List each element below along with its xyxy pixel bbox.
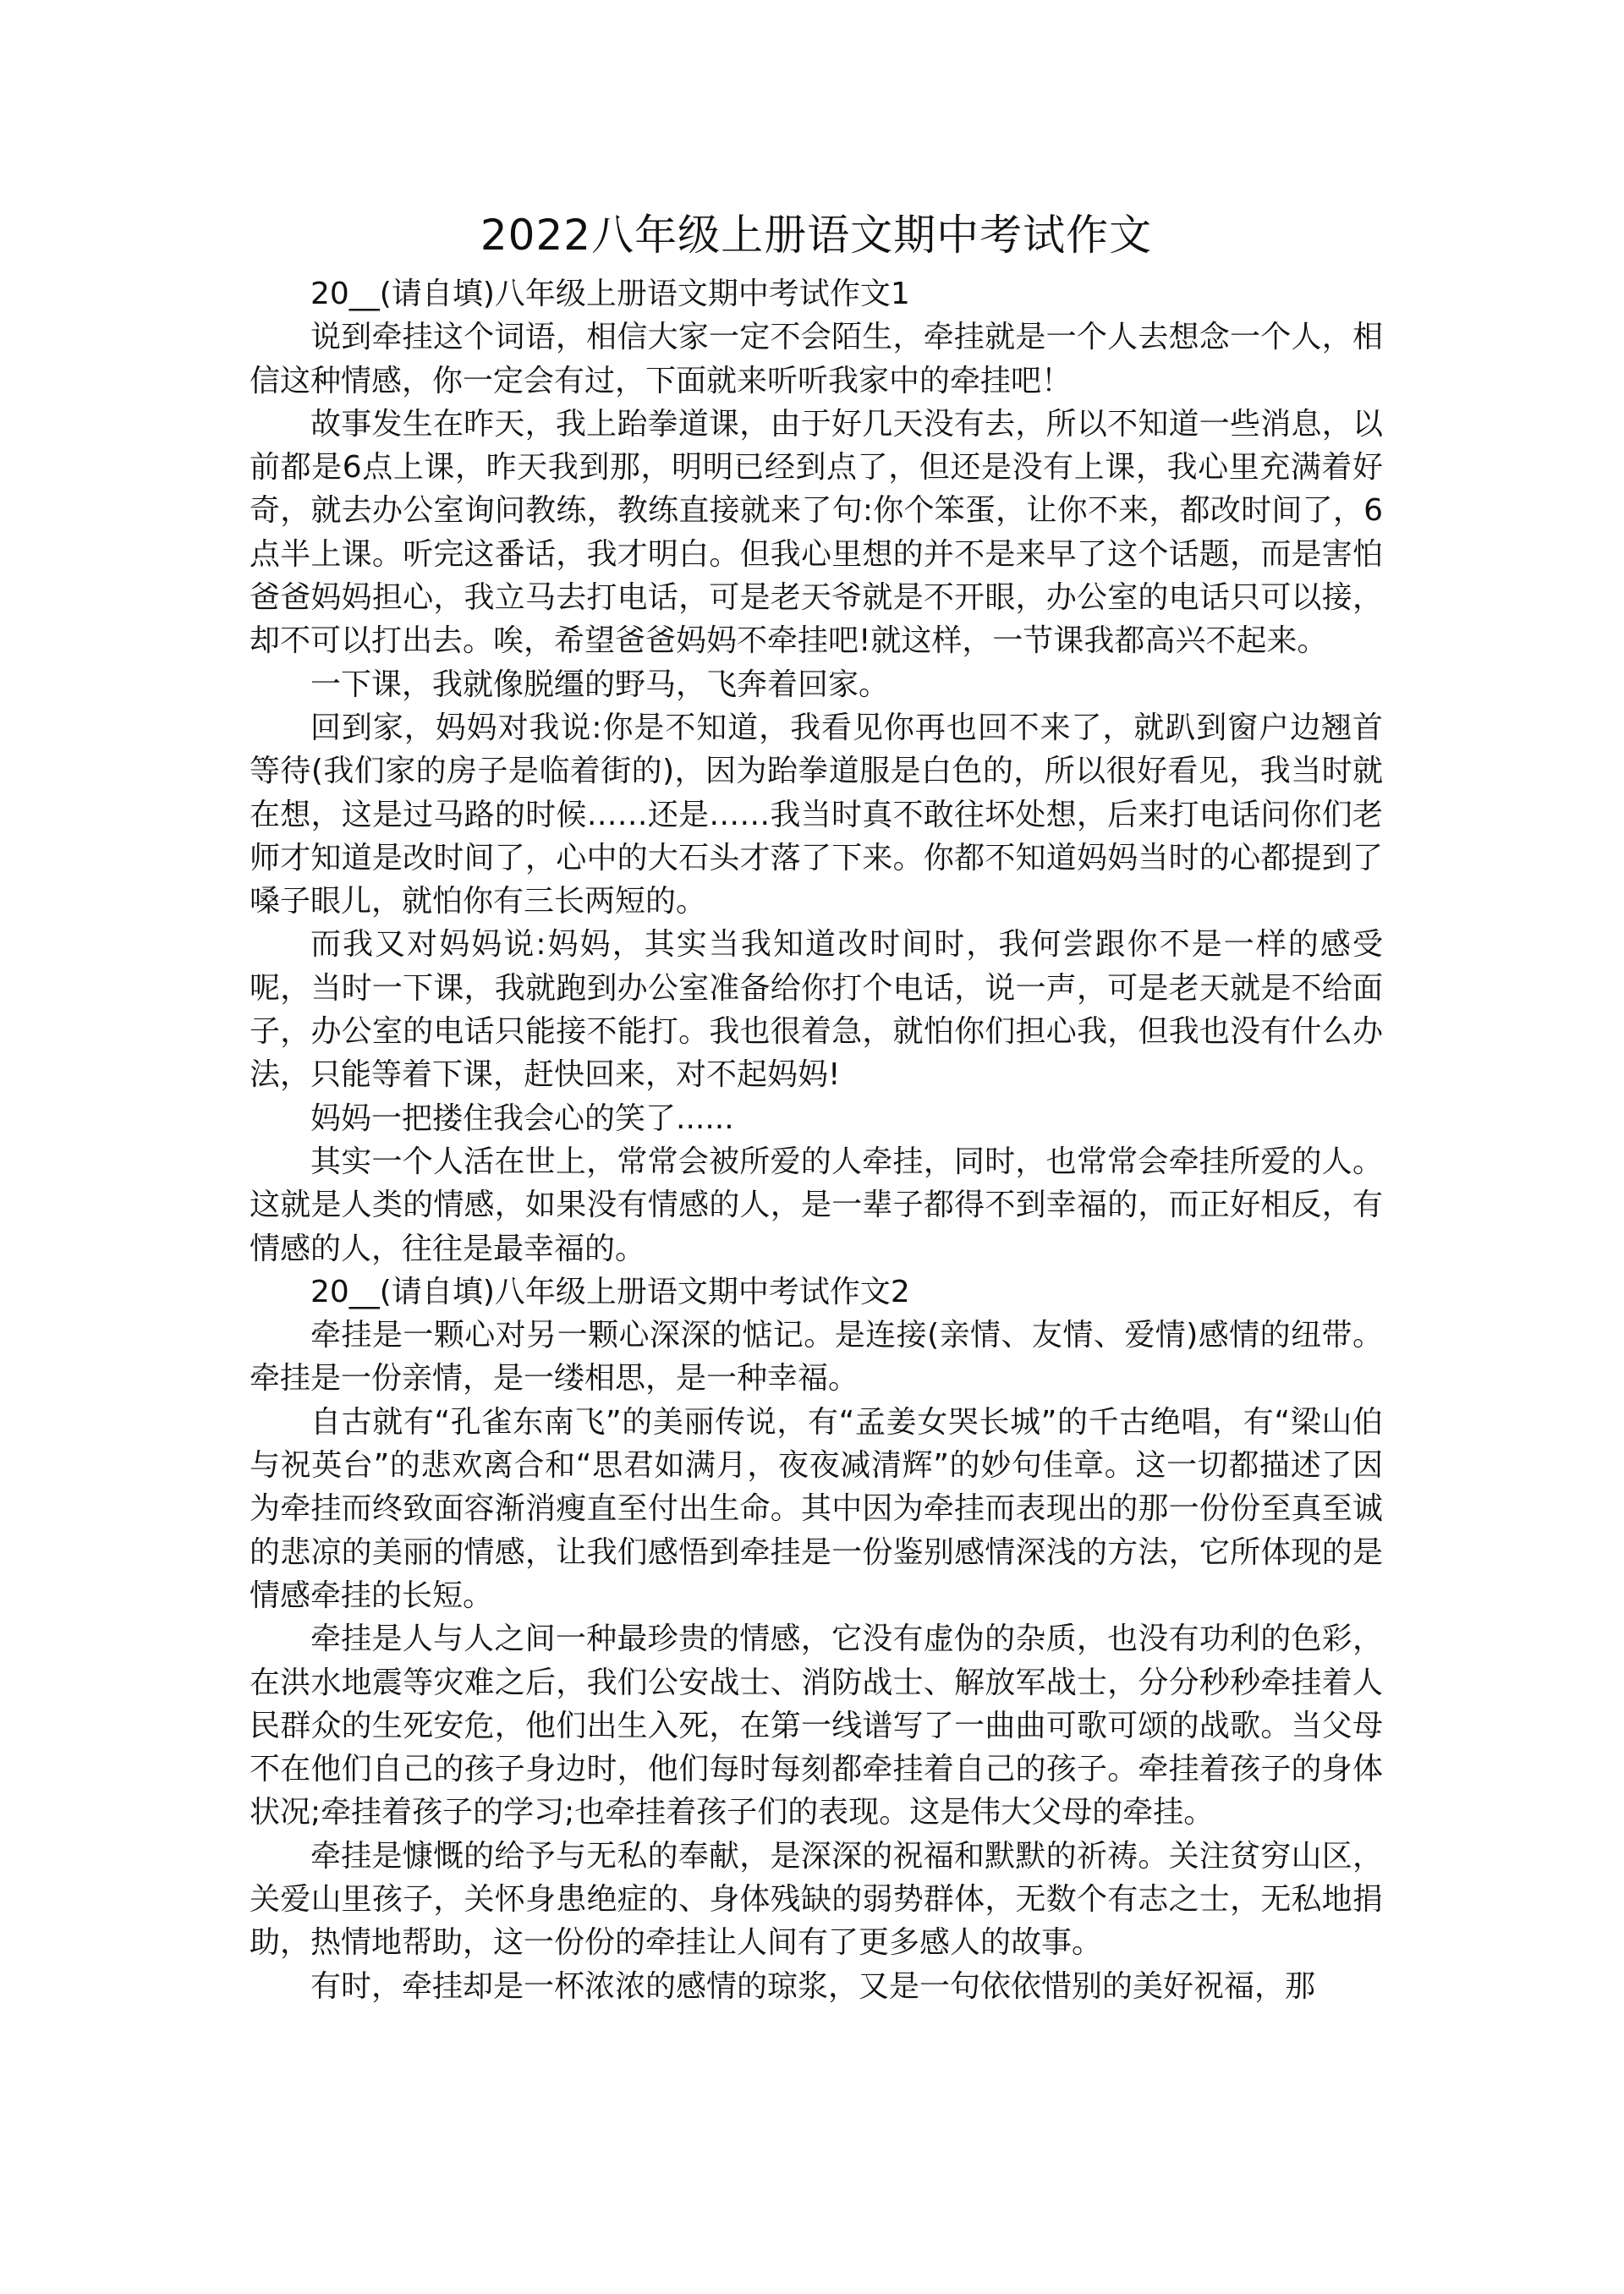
- essay-2-paragraph: 自古就有“孔雀东南飞”的美丽传说，有“孟姜女哭长城”的千古绝唱，有“梁山伯与祝英台”的悲欢离合和“思君如满月，夜夜减清辉”的妙句佳章。这一切都描述了因为牵挂而终致面容渐消瘦直至付出生命。其中因为牵挂而表现出的那一份份至真至诚的悲凉的美丽的情感，让我们感悟到牵挂是一份鉴别感情深浅的方法，它所体现的是情感牵挂的长短。: [250, 1404, 1383, 1613]
- essay-1-heading: 20__(请自填)八年级上册语文期中考试作文1: [310, 277, 910, 311]
- document-page: [250, 203, 1383, 2008]
- essay-1-paragraph: 其实一个人活在世上，常常会被所爱的人牵挂，同时，也常常会牵挂所爱的人。这就是人类的情感，如果没有情感的人，是一辈子都得不到幸福的，而正好相反，有情感的人，往往是最幸福的。: [250, 1144, 1383, 1266]
- essay-2-paragraph: 牵挂是人与人之间一种最珍贵的情感，它没有虚伪的杂质，也没有功利的色彩，在洪水地震等灾难之后，我们公安战士、消防战士、解放军战士，分分秒秒牵挂着人民群众的生死安危，他们出生入死，在第一线谱写了一曲曲可歌可颂的战歌。当父母不在他们自己的孩子身边时，他们每时每刻都牵挂着自己的孩子。牵挂着孩子的身体状况;牵挂着孩子的学习;也牵挂着孩子们的表现。这是伟大父母的牵挂。: [250, 1622, 1383, 1830]
- essay-2-heading: 20__(请自填)八年级上册语文期中考试作文2: [310, 1274, 910, 1309]
- essay-2-paragraph: 有时，牵挂却是一杯浓浓的感情的琼浆，又是一句依依惜别的美好祝福，那: [310, 1968, 1316, 2004]
- essay-1-paragraph: 而我又对妈妈说:妈妈，其实当我知道改时间时，我何尝跟你不是一样的感受呢，当时一下课，我就跑到办公室准备给你打个电话，说一声，可是老天就是不给面子，办公室的电话只能接不能打。我也很着急，就怕你们担心我，但我也没有什么办法，只能等着下课，赶快回来，对不起妈妈!: [250, 927, 1383, 1093]
- essay-1-paragraph: 一下课，我就像脱缰的野马，飞奔着回家。: [310, 667, 890, 702]
- essay-1-paragraph: 妈妈一把搂住我会心的笑了......: [310, 1100, 734, 1136]
- essay-1-paragraph: 故事发生在昨天，我上跆拳道课，由于好几天没有去，所以不知道一些消息，以前都是6点上课，昨天我到那，明明已经到点了，但还是没有上课，我心里充满着好奇，就去办公室询问教练，教练直接就来了句:你个笨蛋，让你不来，都改时间了，6点半上课。听完这番话，我才明白。但我心里想的并不是来早了这个话题，而是害怕爸爸妈妈担心，我立马去打电话，可是老天爷就是不开眼，办公室的电话只可以接，却不可以打出去。唉，希望爸爸妈妈不牵挂吧!就这样，一节课我都高兴不起来。: [250, 406, 1383, 659]
- essay-1-paragraph: 回到家，妈妈对我说:你是不知道，我看见你再也回不来了，就趴到窗户边翘首等待(我们家的房子是临着街的)，因为跆拳道服是白色的，所以很好看见，我当时就在想，这是过马路的时候……还是……我当时真不敢往坏处想，后来打电话问你们老师才知道是改时间了，心中的大石头才落了下来。你都不知道妈妈当时的心都提到了嗓子眼儿，就怕你有三长两短的。: [250, 710, 1383, 919]
- essay-1-paragraph: 说到牵挂这个词语，相信大家一定不会陌生，牵挂就是一个人去想念一个人，相信这种情感，你一定会有过，下面就来听听我家中的牵挂吧！: [250, 320, 1383, 398]
- essay-2-paragraph: 牵挂是一颗心对另一颗心深深的惦记。是连接(亲情、友情、爱情)感情的纽带。牵挂是一份亲情，是一缕相思，是一种幸福。: [250, 1318, 1383, 1397]
- essay-2-paragraph: 牵挂是慷慨的给予与无私的奉献，是深深的祝福和默默的祈祷。关注贫穷山区，关爱山里孩子，关怀身患绝症的、身体残缺的弱势群体，无数个有志之士，无私地捐助，热情地帮助，这一份份的牵挂让人间有了更多感人的故事。: [250, 1838, 1383, 1961]
- document-title: 2022八年级上册语文期中考试作文: [480, 211, 1153, 260]
